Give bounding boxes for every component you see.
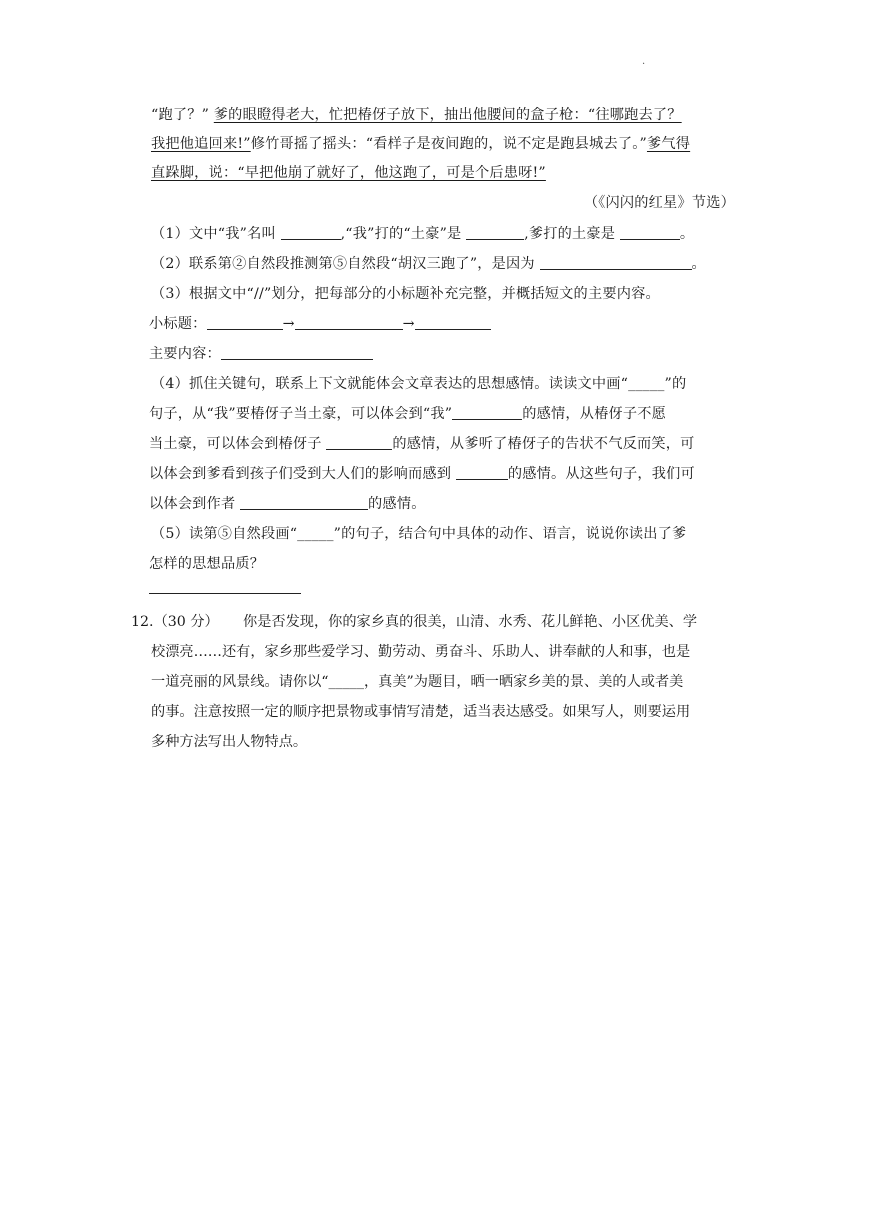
question-4-line-4: [149, 464, 695, 484]
answer-blank[interactable]: [415, 315, 491, 330]
question-text: （2）联系第②自然段推测第⑤自然段“胡汉三跑了”，是因为: [151, 256, 535, 272]
question-12-line-4: 的事。注意按照一定的顺序把景物或事情写清楚，适当表达感受。如果写人，则要运用: [151, 704, 691, 720]
subtitle-label: 小标题：: [149, 316, 207, 332]
question-5-answer-row: [149, 578, 301, 598]
answer-blank[interactable]: [207, 315, 283, 330]
question-text: 的感情。从这些句子，我们可: [507, 466, 695, 482]
answer-blank[interactable]: [540, 255, 692, 270]
passage-line-3: [151, 163, 546, 183]
question-text: 的感情，从椿伢子不愿: [522, 406, 667, 422]
question-text: （1）文中“我”名叫: [151, 226, 276, 242]
question-text: ,爹打的土豪是: [524, 226, 616, 242]
passage-text: 修竹哥摇了摇头：“看样子是夜间跑的，说不定是跑县城去了。”: [250, 136, 647, 152]
answer-blank[interactable]: [466, 225, 524, 240]
question-5-line-1: （5）读第⑤自然段画“_____”的句子，结合句中具体的动作、语言，说说你读出了爹: [151, 526, 687, 542]
underlined-sentence: 我把他追回来!”: [151, 136, 251, 152]
underlined-sentence: 爹的眼瞪得老大，忙把椿伢子放下，抽出他腰间的盒子枪：“往哪跑去了？: [213, 107, 682, 123]
underlined-sentence: 直跺脚，说：“早把他崩了就好了，他这跑了，可是个后患呀!”: [151, 165, 546, 181]
question-12-line-3: 一道亮丽的风景线。请你以“_____，真美”为题目，晒一晒家乡美的景、美的人或者美: [151, 674, 684, 690]
answer-blank[interactable]: [456, 465, 508, 480]
question-12-line-1: 你是否发现，你的家乡真的很美，山清、水秀、花儿鲜艳、小区优美、学: [243, 614, 698, 630]
main-content-row: [149, 344, 373, 364]
question-12-line-2: 校漂亮……还有，家乡那些爱学习、勤劳动、勇奋斗、乐助人、讲奉献的人和事，也是: [151, 644, 691, 660]
question-12-line-5: 多种方法写出人物特点。: [151, 734, 308, 750]
question-text: 以体会到爹看到孩子们受到大人们的影响而感到: [149, 466, 452, 482]
main-content-label: 主要内容：: [149, 346, 221, 362]
answer-blank[interactable]: [620, 225, 680, 240]
question-text: 当土豪，可以体会到椿伢子: [149, 436, 322, 452]
question-text: 。: [679, 226, 695, 242]
question-1: [151, 224, 694, 244]
answer-blank[interactable]: [221, 345, 373, 360]
answer-blank[interactable]: [295, 315, 403, 330]
question-4-line-5: [149, 494, 426, 514]
arrow-icon: →: [402, 316, 415, 332]
question-text: 的感情，从爹听了椿伢子的告状不气反而笑，可: [392, 436, 695, 452]
answer-blank[interactable]: [326, 435, 392, 450]
passage-text: “跑了？”: [151, 107, 210, 123]
underlined-sentence: 爹气得: [646, 136, 691, 152]
question-text: 句子，从“我”要椿伢子当土豪，可以体会到“我”: [149, 406, 453, 422]
answer-blank[interactable]: [452, 405, 522, 420]
page-dot: .: [642, 56, 646, 67]
answer-blank[interactable]: [240, 495, 368, 510]
passage-line-2: [151, 134, 690, 154]
question-4-line-3: [149, 434, 695, 454]
question-text: 以体会到作者: [149, 496, 236, 512]
question-2: [151, 254, 706, 274]
question-3: （3）根据文中“//”划分，把每部分的小标题补充完整，并概括短文的主要内容。: [151, 286, 660, 302]
question-12-number: 12.（30 分）: [131, 614, 219, 630]
passage-line-1: [151, 105, 682, 125]
question-5-line-2: 怎样的思想品质？: [149, 556, 265, 572]
question-4-line-2: [149, 404, 666, 424]
answer-blank[interactable]: [149, 579, 301, 594]
question-text: 。: [691, 256, 706, 272]
answer-blank[interactable]: [281, 225, 341, 240]
arrow-icon: →: [282, 316, 295, 332]
question-text: ,“我”打的“土豪”是: [340, 226, 462, 242]
question-text: 的感情。: [368, 496, 426, 512]
subtitle-row: [149, 314, 491, 334]
passage-source: （《闪闪的红星》节选）: [583, 195, 735, 211]
question-4-line-1: （4）抓住关键句，联系上下文就能体会文章表达的思想感情。读读文中画“_____”的: [151, 376, 687, 392]
